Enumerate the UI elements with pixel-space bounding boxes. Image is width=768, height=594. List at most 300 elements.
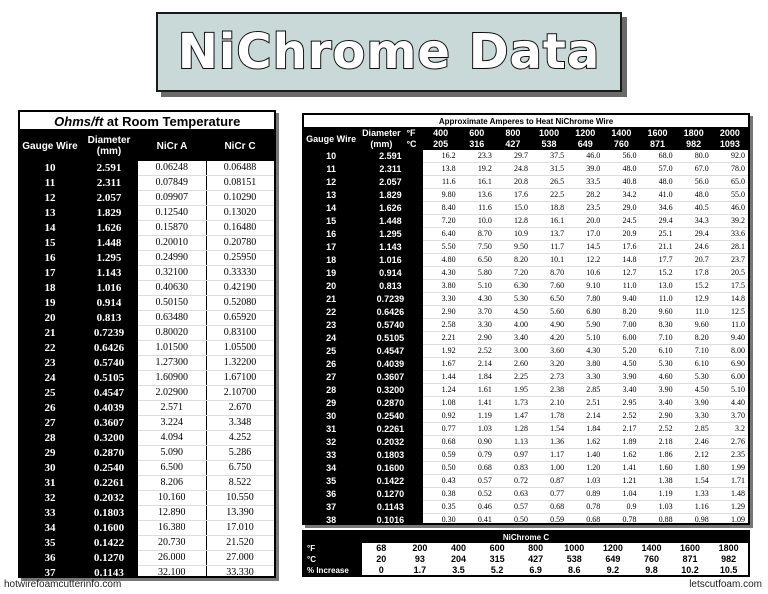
amps-cell: 1.80 (676, 462, 712, 475)
amps-cell: 48.0 (603, 163, 639, 176)
amps-cell: 4.60 (639, 371, 675, 384)
amps-cell: 1.44 (423, 371, 459, 384)
nicr-a-cell: 1.27300 (138, 356, 206, 371)
amps-cell: 56.0 (676, 176, 712, 189)
amps-cell: 5.30 (495, 293, 531, 306)
table-row (20, 311, 274, 326)
amps-cell: 23.5 (567, 202, 603, 215)
amps-cell: 0.9 (603, 501, 639, 514)
amps-cell: 68.0 (639, 150, 675, 163)
amps-cell: 0.89 (567, 488, 603, 501)
amps-cell: 6.40 (423, 228, 459, 241)
table-row (304, 488, 748, 501)
diameter-cell: 0.5105 (376, 333, 405, 343)
amps-cell: 1.41 (459, 397, 495, 410)
amps-cell: 3.30 (459, 319, 495, 332)
table-row (304, 254, 748, 267)
amps-cell: 4.20 (531, 332, 567, 345)
amps-cell: 5.80 (459, 267, 495, 280)
amps-cell: 0.72 (495, 475, 531, 488)
amps-cell: 3.40 (639, 397, 675, 410)
amps-cell: 25.1 (639, 228, 675, 241)
amps-cell: 1.29 (712, 501, 748, 514)
diameter-cell: 2.057 (379, 177, 402, 187)
amps-cell: 3.00 (495, 345, 531, 358)
gauge-cell: 25 (326, 346, 337, 356)
gauge-cell: 14 (44, 222, 56, 235)
column-header: NiCr C (224, 140, 256, 152)
value-cell: 6.9 (516, 565, 555, 576)
amps-cell: 23.7 (712, 254, 748, 267)
table-row (304, 565, 748, 576)
amps-cell: 8.70 (459, 228, 495, 241)
amps-cell: 1.16 (676, 501, 712, 514)
amps-cell: 17.7 (639, 254, 675, 267)
amps-cell: 1.78 (531, 410, 567, 423)
amps-cell: 0.88 (639, 514, 675, 526)
amps-cell: 6.30 (495, 280, 531, 293)
diameter-cell: 0.4547 (376, 346, 405, 356)
amps-cell: 10.0 (459, 215, 495, 228)
amps-cell: 48.0 (676, 189, 712, 202)
amps-cell: 2.21 (423, 332, 459, 345)
amps-cell: 14.8 (603, 254, 639, 267)
diameter-cell: 0.1016 (376, 515, 405, 525)
amps-cell: 1.20 (567, 462, 603, 475)
value-cell: 204 (439, 554, 478, 565)
amps-cell: 1.54 (531, 423, 567, 436)
gauge-cell: 28 (326, 385, 337, 395)
diameter-cell: 0.6426 (376, 307, 405, 317)
table-row (304, 449, 748, 462)
amps-cell: 0.97 (495, 449, 531, 462)
amps-cell: 5.30 (639, 358, 675, 371)
gauge-cell: 18 (44, 282, 56, 295)
gauge-cell: 16 (44, 252, 56, 265)
nicr-c-cell: 10.550 (206, 491, 274, 506)
amps-cell: 5.10 (459, 280, 495, 293)
table-row (20, 206, 274, 221)
amps-cell: 1.36 (531, 436, 567, 449)
amps-cell: 0.59 (531, 514, 567, 526)
amps-cell: 56.0 (603, 150, 639, 163)
nicr-a-cell: 0.15870 (138, 221, 206, 236)
value-cell: 10.5 (709, 565, 748, 576)
amps-cell: 92.0 (712, 150, 748, 163)
nicr-c-cell: 21.520 (206, 536, 274, 551)
amps-cell: 0.68 (459, 462, 495, 475)
diameter-cell: 0.1600 (376, 463, 405, 473)
amps-cell: 6.90 (712, 358, 748, 371)
amps-cell: 8.20 (603, 306, 639, 319)
amps-cell: 1.41 (603, 462, 639, 475)
table-row (304, 397, 748, 410)
amps-cell: 2.17 (603, 423, 639, 436)
amps-cell: 16.1 (459, 176, 495, 189)
amps-cell: 8.20 (676, 332, 712, 345)
amps-cell: 10.6 (567, 267, 603, 280)
amps-cell: 4.40 (712, 397, 748, 410)
column-header: Diameter (mm) (362, 128, 401, 149)
amps-cell: 0.50 (423, 462, 459, 475)
gauge-cell: 34 (326, 463, 337, 473)
amps-cell: 1.08 (423, 397, 459, 410)
gauge-cell: 33 (44, 507, 56, 520)
amps-cell: 15.0 (495, 202, 531, 215)
amps-cell: 2.52 (603, 410, 639, 423)
amps-cell: 11.0 (676, 306, 712, 319)
amps-cell: 40.5 (676, 202, 712, 215)
amps-cell: 1.00 (531, 462, 567, 475)
amps-cell: 3.30 (423, 293, 459, 306)
table-row (304, 163, 748, 176)
amps-cell: 20.9 (603, 228, 639, 241)
amps-cell: 13.0 (639, 280, 675, 293)
amps-cell: 8.20 (495, 254, 531, 267)
ohms-table-panel (18, 110, 276, 578)
amps-cell: 1.13 (495, 436, 531, 449)
amps-cell: 2.95 (603, 397, 639, 410)
ohms-table-title-unit: Ohms/ft (54, 114, 104, 129)
diameter-cell: 0.4039 (93, 402, 125, 415)
diameter-cell: 1.829 (379, 190, 402, 200)
gauge-cell: 12 (44, 192, 56, 205)
diameter-cell: 0.2032 (376, 437, 405, 447)
table-row (20, 566, 274, 578)
gauge-cell: 10 (326, 151, 337, 162)
value-cell: 93 (401, 554, 440, 565)
table-row (304, 358, 748, 371)
nicr-a-cell: 4.094 (138, 431, 206, 446)
table-row (20, 431, 274, 446)
table-row (304, 306, 748, 319)
gauge-cell: 14 (326, 203, 337, 213)
title-banner (156, 12, 622, 92)
amps-cell: 0.92 (423, 410, 459, 423)
amps-cell: 34.3 (676, 215, 712, 228)
temp-c-header: 871 (650, 139, 666, 149)
amps-cell: 39.2 (712, 215, 748, 228)
nicr-c-cell: 1.05500 (206, 341, 274, 356)
amps-cell: 2.90 (423, 306, 459, 319)
gauge-cell: 32 (44, 492, 56, 505)
diameter-cell: 1.829 (96, 207, 122, 220)
nicr-a-cell: 0.24990 (138, 251, 206, 266)
table-row (20, 416, 274, 431)
amps-cell: 8.70 (531, 267, 567, 280)
amps-cell: 57.0 (639, 163, 675, 176)
table-row (20, 386, 274, 401)
gauge-cell: 25 (44, 387, 56, 400)
nicr-a-cell: 2.571 (138, 401, 206, 416)
amps-cell: 0.90 (459, 436, 495, 449)
gauge-cell: 29 (44, 447, 56, 460)
diameter-cell: 0.3607 (93, 417, 125, 430)
table-row (304, 319, 748, 332)
temp-f-header: 1200 (575, 128, 596, 138)
amps-cell: 1.73 (495, 397, 531, 410)
amps-cell: 7.60 (531, 280, 567, 293)
amps-cell: 11.0 (639, 293, 675, 306)
diameter-cell: 2.591 (379, 151, 402, 162)
nicr-c-cell: 5.286 (206, 446, 274, 461)
amps-cell: 40.8 (603, 176, 639, 189)
amps-cell: 1.95 (495, 384, 531, 397)
table-row (304, 554, 748, 565)
diameter-cell: 1.626 (96, 222, 122, 235)
value-cell: 649 (594, 554, 633, 565)
amps-cell: 0.78 (567, 501, 603, 514)
diameter-cell: 1.295 (96, 252, 122, 265)
amps-cell: 65.0 (712, 176, 748, 189)
diameter-cell: 0.5740 (376, 320, 405, 330)
nicr-a-cell: 0.40630 (138, 281, 206, 296)
temp-f-header: 1800 (683, 128, 704, 138)
diameter-cell: 0.2870 (376, 398, 405, 408)
amps-cell: 20.7 (676, 254, 712, 267)
gauge-cell: 13 (44, 207, 56, 220)
amps-cell: 31.5 (531, 163, 567, 176)
nicr-c-cell: 0.13020 (206, 206, 274, 221)
diameter-cell: 0.3200 (93, 432, 125, 445)
nicr-a-cell: 3.224 (138, 416, 206, 431)
temp-c-header: 316 (469, 139, 485, 149)
amps-cell: 10.1 (531, 254, 567, 267)
amps-cell: 0.46 (459, 501, 495, 514)
amps-cell: 2.85 (676, 423, 712, 436)
gauge-cell: 37 (44, 567, 56, 578)
nicr-c-cell: 17.010 (206, 521, 274, 536)
row-label: % Increase (304, 565, 362, 576)
amps-cell: 11.7 (531, 241, 567, 254)
nicr-a-cell: 26.000 (138, 551, 206, 566)
diameter-cell: 2.057 (96, 192, 122, 205)
nicr-c-cell: 0.10290 (206, 191, 274, 206)
amps-cell: 21.1 (639, 241, 675, 254)
amps-cell: 1.19 (459, 410, 495, 423)
diameter-cell: 0.1143 (376, 502, 404, 512)
amps-cell: 3.90 (676, 397, 712, 410)
amps-cell: 4.50 (495, 306, 531, 319)
amps-cell: 46.0 (712, 202, 748, 215)
amps-cell: 1.62 (603, 449, 639, 462)
amps-cell: 2.90 (639, 410, 675, 423)
gauge-cell: 37 (326, 502, 337, 512)
gauge-cell: 24 (44, 372, 56, 385)
amps-cell: 1.54 (676, 475, 712, 488)
amps-cell: 2.38 (531, 384, 567, 397)
amps-cell: 3.30 (567, 371, 603, 384)
amps-cell: 9.60 (676, 319, 712, 332)
value-cell: 20 (362, 554, 401, 565)
diameter-cell: 1.143 (96, 267, 122, 280)
amps-cell: 0.38 (423, 488, 459, 501)
diameter-cell: 0.1422 (93, 537, 125, 550)
amps-cell: 4.50 (603, 358, 639, 371)
amps-cell: 3.30 (676, 410, 712, 423)
nicr-c-cell: 0.33330 (206, 266, 274, 281)
amps-cell: 0.57 (459, 475, 495, 488)
amps-cell: 13.6 (459, 189, 495, 202)
nicr-a-cell: 16.380 (138, 521, 206, 536)
nicr-a-cell: 8.206 (138, 476, 206, 491)
amps-cell: 0.78 (603, 514, 639, 526)
table-row (304, 176, 748, 189)
temp-c-header: 649 (577, 139, 593, 149)
gauge-cell: 21 (44, 327, 56, 340)
increase-table (304, 543, 748, 576)
table-row (20, 191, 274, 206)
table-row (304, 410, 748, 423)
nicr-a-cell: 5.090 (138, 446, 206, 461)
amps-cell: 2.52 (639, 423, 675, 436)
table-row (304, 462, 748, 475)
gauge-cell: 21 (326, 294, 337, 304)
amps-cell: 11.0 (603, 280, 639, 293)
amps-cell: 0.87 (531, 475, 567, 488)
amps-cell: 20.5 (712, 267, 748, 280)
table-row (20, 341, 274, 356)
table-row (304, 202, 748, 215)
amps-cell: 12.8 (495, 215, 531, 228)
amps-cell: 4.30 (567, 345, 603, 358)
amps-cell: 3.90 (603, 371, 639, 384)
table-row (20, 461, 274, 476)
value-cell: 427 (516, 554, 555, 565)
amps-cell: 2.46 (676, 436, 712, 449)
value-cell: 982 (709, 554, 748, 565)
amps-cell: 0.68 (423, 436, 459, 449)
amps-cell: 2.76 (712, 436, 748, 449)
table-row (20, 161, 274, 176)
amps-table-body (304, 150, 748, 525)
gauge-cell: 18 (326, 255, 337, 265)
increase-table-panel (302, 530, 750, 577)
amps-cell: 2.18 (639, 436, 675, 449)
gauge-cell: 29 (326, 398, 337, 408)
table-row (304, 423, 748, 436)
amps-cell: 10.9 (495, 228, 531, 241)
amps-cell: 2.14 (567, 410, 603, 423)
diameter-cell: 0.914 (379, 268, 402, 278)
value-cell: 1200 (594, 543, 633, 554)
gauge-cell: 19 (326, 268, 337, 278)
nicr-a-cell: 10.160 (138, 491, 206, 506)
table-row (20, 176, 274, 191)
amps-cell: 5.20 (603, 345, 639, 358)
amps-cell: 28.2 (567, 189, 603, 202)
amps-cell: 9.50 (495, 241, 531, 254)
amps-cell: 0.52 (459, 488, 495, 501)
nicr-a-cell: 0.80020 (138, 326, 206, 341)
amps-cell: 7.00 (603, 319, 639, 332)
diameter-cell: 0.1270 (93, 552, 125, 565)
table-row (20, 221, 274, 236)
amps-cell: 4.90 (531, 319, 567, 332)
table-row (20, 296, 274, 311)
amps-cell: 2.85 (567, 384, 603, 397)
amps-cell: 7.50 (459, 241, 495, 254)
gauge-cell: 22 (326, 307, 337, 317)
temp-f-header: 1000 (539, 128, 560, 138)
column-header: Diameter (mm) (87, 135, 131, 157)
amps-cell: 11.0 (712, 319, 748, 332)
amps-cell: 15.2 (639, 267, 675, 280)
table-row (20, 476, 274, 491)
nicr-c-cell: 27.000 (206, 551, 274, 566)
gauge-cell: 30 (44, 462, 56, 475)
amps-cell: 11.6 (423, 176, 459, 189)
value-cell: 1000 (555, 543, 594, 554)
diameter-cell: 1.016 (379, 255, 402, 265)
gauge-cell: 13 (326, 190, 337, 200)
amps-cell: 0.98 (676, 514, 712, 526)
amps-header-row-f (304, 128, 748, 139)
diameter-cell: 0.5105 (93, 372, 125, 385)
amps-cell: 17.6 (603, 241, 639, 254)
ohms-table-title (20, 112, 275, 131)
amps-cell: 1.38 (639, 475, 675, 488)
diameter-cell: 0.1600 (93, 522, 125, 535)
table-row (20, 506, 274, 521)
amps-cell: 23.3 (459, 150, 495, 163)
amps-cell: 3.70 (712, 410, 748, 423)
table-row (20, 236, 274, 251)
nicr-c-cell: 0.06488 (206, 161, 274, 176)
gauge-cell: 31 (326, 424, 337, 434)
amps-cell: 1.84 (459, 371, 495, 384)
nicr-c-cell: 0.52080 (206, 296, 274, 311)
gauge-cell: 23 (326, 320, 337, 330)
diameter-cell: 0.7239 (376, 294, 405, 304)
amps-cell: 0.50 (495, 514, 531, 526)
amps-cell: 9.80 (423, 189, 459, 202)
diameter-cell: 0.3607 (376, 372, 405, 382)
amps-cell: 5.50 (423, 241, 459, 254)
amps-cell: 17.8 (676, 267, 712, 280)
amps-cell: 2.35 (712, 449, 748, 462)
gauge-cell: 35 (44, 537, 56, 550)
gauge-cell: 27 (326, 372, 337, 382)
amps-cell: 0.77 (423, 423, 459, 436)
diameter-cell: 1.448 (96, 237, 122, 250)
amps-cell: 34.2 (603, 189, 639, 202)
temp-f-header: 400 (433, 128, 449, 138)
nicr-a-cell: 20.730 (138, 536, 206, 551)
footer-source-left: hotwirefoamcutterinfo.com (4, 579, 122, 590)
value-cell: 315 (478, 554, 517, 565)
amps-cell: 1.03 (567, 475, 603, 488)
amps-cell: 8.30 (639, 319, 675, 332)
amps-cell: 2.58 (423, 319, 459, 332)
gauge-cell: 31 (44, 477, 56, 490)
amps-cell: 6.00 (603, 332, 639, 345)
amps-cell: 22.5 (531, 189, 567, 202)
amps-cell: 1.84 (567, 423, 603, 436)
table-row (304, 150, 748, 163)
amps-cell: 1.92 (423, 345, 459, 358)
amps-table-header (304, 128, 748, 150)
amps-table-panel (302, 113, 750, 525)
amps-cell: 1.40 (567, 449, 603, 462)
amps-cell: 8.00 (712, 345, 748, 358)
nicr-a-cell: 32.100 (138, 566, 206, 578)
amps-cell: 8.40 (423, 202, 459, 215)
amps-cell: 3.40 (495, 332, 531, 345)
amps-cell: 29.4 (639, 215, 675, 228)
amps-cell: 2.10 (531, 397, 567, 410)
amps-cell: 0.83 (495, 462, 531, 475)
